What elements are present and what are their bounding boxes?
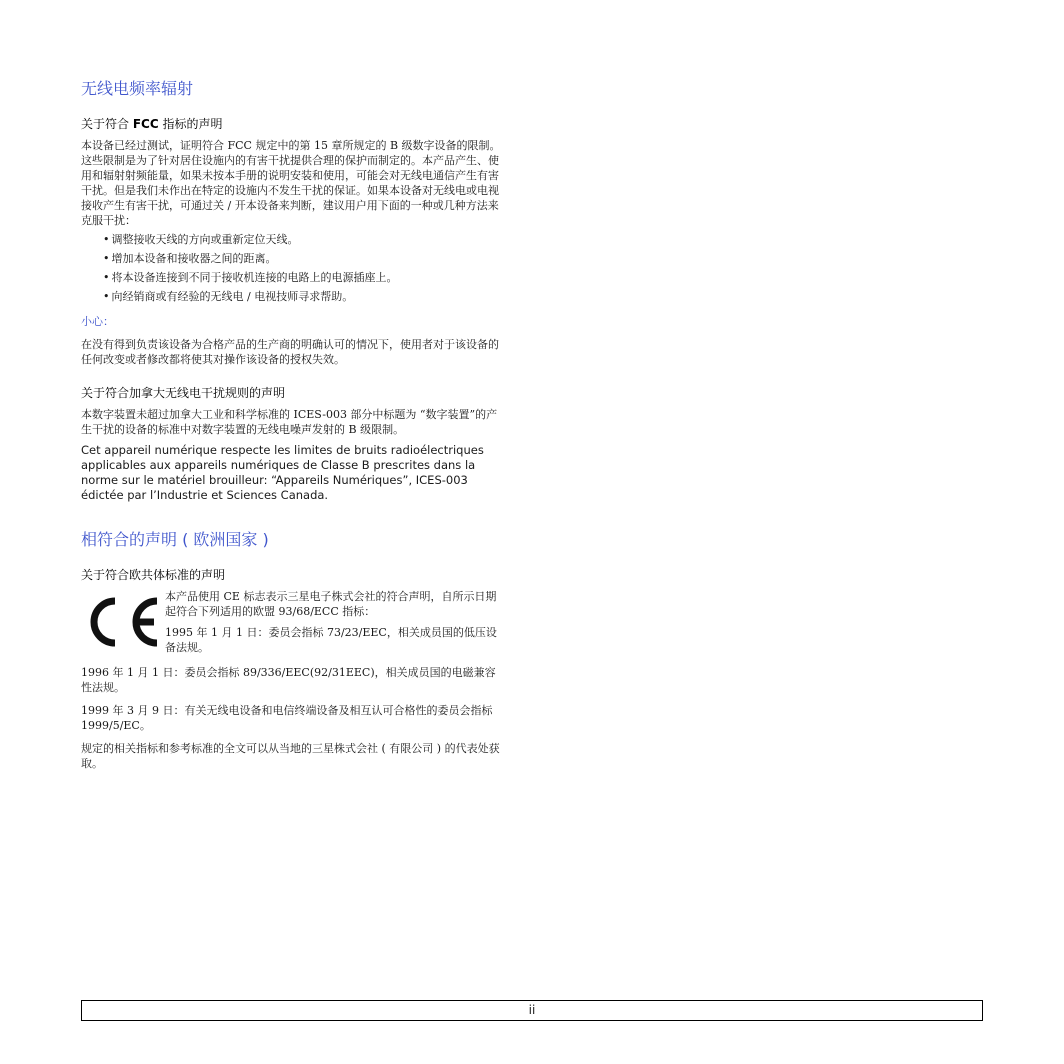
fcc-bullet-list bbox=[81, 232, 501, 304]
canada-heading: 关于符合加拿大无线电干扰规则的声明 bbox=[81, 386, 286, 400]
canada-body-fr: Cet appareil numérique respecte les limites de bruits radioélectriques applicables aux appareils numériques de Classe B prescrites dans la norme sur le matériel brouilleur: “Appareils Numériques”, ICES-003 édictée par l’Industrie et Sciences Canada. bbox=[81, 443, 484, 502]
fcc-heading-post: 指标的声明 bbox=[158, 117, 223, 131]
ce-block bbox=[81, 589, 501, 661]
spacer bbox=[81, 371, 501, 385]
list-item bbox=[103, 251, 501, 266]
eu-intro: 本产品使用 CE 标志表示三星电子株式会社的符合声明，自所示日期起符合下列适用的欧盟 93/68/ECC 指标： bbox=[165, 590, 497, 618]
bullet-icon: • bbox=[103, 233, 110, 246]
bullet-text: 调整接收天线的方向或重新定位天线。 bbox=[111, 233, 299, 246]
ce-mark-icon bbox=[81, 589, 165, 651]
list-item bbox=[103, 289, 501, 304]
bullet-icon: • bbox=[103, 290, 110, 303]
section-title-rf: 无线电频率辐射 bbox=[81, 79, 194, 98]
eu-heading: 关于符合欧共体标准的声明 bbox=[81, 568, 226, 582]
canada-body-zh: 本数字装置未超过加拿大工业和科学标准的 ICES-003 部分中标题为 “数字装置”的产生干扰的设备的标准中对数字装置的无线电噪声发射的 B 级限制。 bbox=[81, 408, 498, 436]
bullet-text: 将本设备连接到不同于接收机连接的电路上的电源插座上。 bbox=[111, 271, 398, 284]
fcc-body: 本设备已经过测试，证明符合 FCC 规定中的第 15 章所规定的 B 级数字设备的限制。这些限制是为了针对居住设施内的有害干扰提供合理的保护而制定的。本产品产生、使用和辐射射频能量，如果未按本手册的说明安装和使用，可能会对无线电通信产生有害干扰。但是我们未作出在特定的设施内不发生干扰的保证。如果本设备对无线电或电视接收产生有害干扰，可通过关 / 开本设备来判断，建议用户用下面的一种或几种方法来克服干扰： bbox=[81, 139, 501, 227]
fcc-heading-pre: 关于符合 bbox=[81, 117, 133, 131]
fcc-heading bbox=[81, 116, 501, 132]
page-number: ii bbox=[528, 1003, 536, 1017]
bullet-icon: • bbox=[103, 252, 110, 265]
caution-body: 在没有得到负责该设备为合格产品的生产商的明确认可的情况下，使用者对于该设备的任何改变或者修改都将使其对操作该设备的授权失效。 bbox=[81, 338, 499, 366]
ce-logo-svg bbox=[81, 597, 159, 647]
list-item bbox=[103, 232, 501, 247]
section-title-eu: 相符合的声明 ( 欧洲国家 ) bbox=[81, 530, 269, 549]
bullet-text: 向经销商或有经验的无线电 / 电视技师寻求帮助。 bbox=[111, 290, 354, 303]
bullet-text: 增加本设备和接收器之间的距离。 bbox=[111, 252, 277, 265]
caution-label: 小心： bbox=[81, 315, 114, 328]
eu-item-1995: 1995 年 1 月 1 日：委员会指标 73/23/EEC，相关成员国的低压设备法规。 bbox=[165, 626, 497, 654]
list-item bbox=[103, 270, 501, 285]
eu-item-1996: 1996 年 1 月 1 日：委员会指标 89/336/EEC(92/31EEC)，相关成员国的电磁兼容性法规。 bbox=[81, 666, 496, 694]
ce-text bbox=[165, 589, 501, 661]
content-column bbox=[81, 78, 501, 775]
page-footer bbox=[81, 1000, 983, 1021]
eu-item-1999: 1999 年 3 月 9 日：有关无线电设备和电信终端设备及相互认可合格性的委员会指标 1999/5/EC。 bbox=[81, 704, 493, 732]
fcc-heading-bold: FCC bbox=[132, 117, 159, 131]
eu-closing: 规定的相关指标和参考标准的全文可以从当地的三星株式会社 ( 有限公司 ) 的代表处获取。 bbox=[81, 742, 500, 770]
bullet-icon: • bbox=[103, 271, 110, 284]
